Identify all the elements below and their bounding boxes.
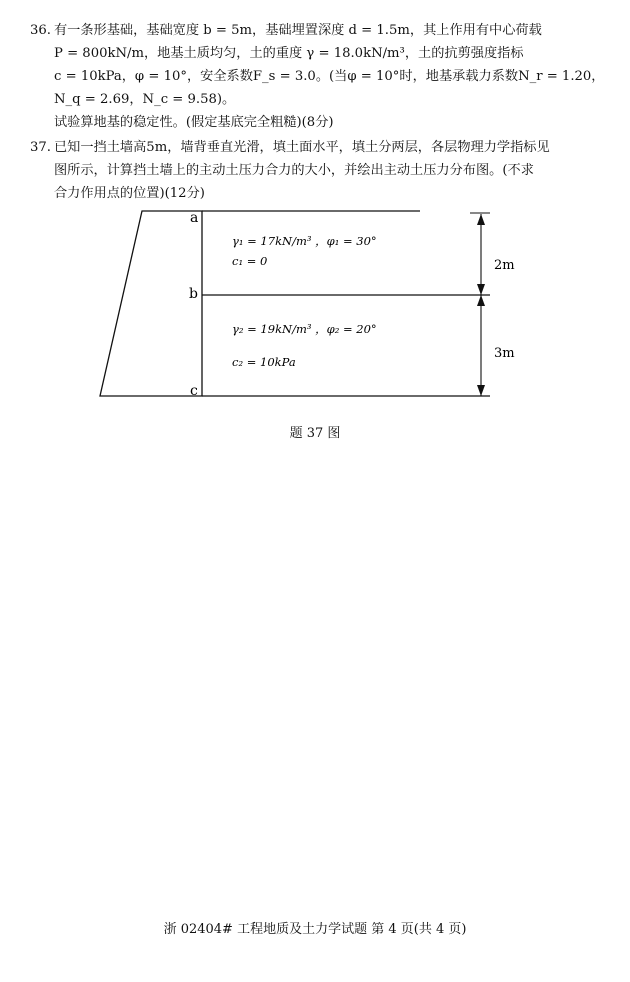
point-a-label: a bbox=[190, 210, 199, 226]
question-36-number: 36. bbox=[30, 23, 51, 38]
point-b-label: b bbox=[189, 286, 198, 302]
arrow-head-mid-down bbox=[477, 295, 485, 306]
question-36-line-1: 有一条形基础，基础宽度 b = 5m，基础埋置深度 d = 1.5m，其上作用有中心荷载 bbox=[54, 23, 542, 38]
layer1-cohesion: c₁ = 0 bbox=[232, 254, 268, 268]
question-37-line-1: 已知一挡土墙高5m，墙背垂直光滑，填土面水平，填土分两层，各层物理力学指标见 bbox=[54, 140, 550, 155]
question-37-number: 37. bbox=[30, 140, 51, 155]
question-37-line-2: 图所示，计算挡土墙上的主动土压力合力的大小，并绘出主动土压力分布图。(不求 bbox=[54, 163, 534, 178]
retaining-wall-body bbox=[100, 211, 202, 396]
retaining-wall-figure bbox=[0, 0, 630, 420]
question-37-line-3: 合力作用点的位置)(12分) bbox=[54, 186, 205, 201]
layer2-properties: γ₂ = 19kN/m³ ，φ₂ = 20° bbox=[232, 322, 377, 336]
dimension-label-top: 2m bbox=[494, 258, 515, 273]
layer2-cohesion: c₂ = 10kPa bbox=[232, 355, 296, 369]
question-36-line-5: 试验算地基的稳定性。(假定基底完全粗糙)(8分) bbox=[54, 115, 334, 130]
layer1-properties: γ₁ = 17kN/m³ ，φ₁ = 30° bbox=[232, 234, 377, 248]
question-36-line-2: P = 800kN/m，地基土质均匀，土的重度 γ = 18.0kN/m³，土的抗剪强度指标 bbox=[54, 46, 524, 61]
point-c-label: c bbox=[190, 383, 198, 399]
question-36-line-4: N_q = 2.69，N_c = 9.58)。 bbox=[54, 92, 236, 107]
arrow-head-mid-up bbox=[477, 284, 485, 295]
arrow-head-bottom bbox=[477, 385, 485, 396]
dimension-label-bottom: 3m bbox=[494, 346, 515, 361]
arrow-head-top bbox=[477, 214, 485, 225]
page-footer: 浙 02404# 工程地质及土力学试题 第 4 页(共 4 页) bbox=[163, 922, 467, 937]
figure-caption: 题 37 图 bbox=[289, 426, 341, 441]
question-36-line-3: c = 10kPa，φ = 10°，安全系数F_s = 3.0。(当φ = 10°时，地基承载力系数N_r = 1.20， bbox=[54, 69, 605, 84]
